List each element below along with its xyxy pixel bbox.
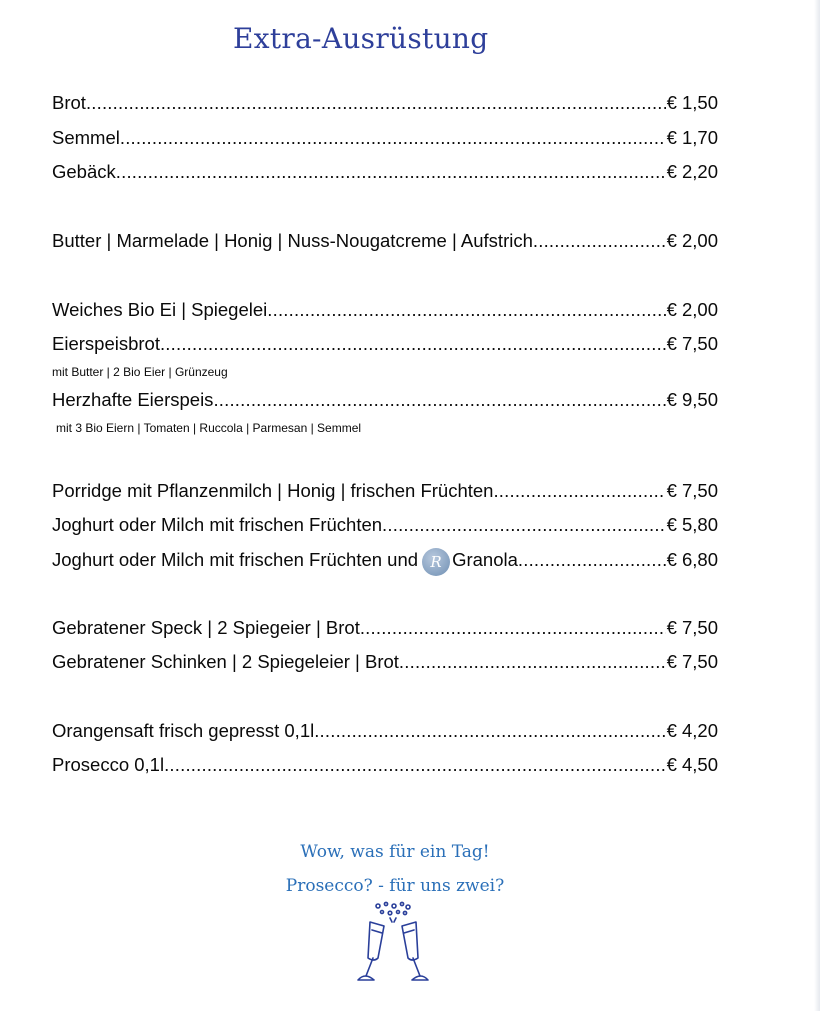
dot-leader [314,718,665,744]
item-price: € 1,50 [666,92,718,113]
item-price: € 2,00 [666,230,718,251]
item-name-part: Granola [452,549,518,570]
item-price: € 6,80 [666,549,718,570]
menu-item-speck [52,615,718,641]
item-price: € 7,50 [666,333,718,354]
menu-item-prosecco [52,752,718,778]
item-name: Semmel [52,127,120,148]
item-price: € 7,50 [666,617,718,638]
item-name: Butter | Marmelade | Honig | Nuss-Nougatcreme | Aufstrich [52,230,533,251]
dot-leader [360,615,666,641]
item-price: € 4,50 [666,754,718,775]
dot-leader [164,752,665,778]
item-name: Weiches Bio Ei | Spiegelei [52,299,268,320]
item-price: € 7,50 [666,651,718,672]
dot-leader [213,387,665,413]
slogan-line-1: Wow, was für ein Tag! [300,842,490,862]
menu-item-aufstrich [52,228,718,254]
dot-leader [116,159,666,185]
dot-leader [267,297,665,323]
item-price: € 7,50 [666,480,718,501]
item-note: mit Butter | 2 Bio Eier | Grünzeug [52,365,228,379]
item-name: Prosecco 0,1l [52,754,165,775]
item-name: Gebratener Schinken | 2 Spiegeleier | Brot [52,651,399,672]
slogan-line-2: Prosecco? - für uns zwei? [285,876,505,896]
menu-item-brot [52,90,718,116]
menu-item-eierspeisbrot [52,331,718,357]
item-name: Orangensaft frisch gepresst 0,1l [52,720,315,741]
item-name: Gebäck [52,161,116,182]
item-price: € 2,20 [666,161,718,182]
page-title: Extra-Ausrüstung [233,22,489,55]
item-price: € 4,20 [666,720,718,741]
dot-leader [493,478,665,504]
menu-item-bio-ei [52,297,718,323]
page-edge [814,0,820,1011]
item-name: Eierspeisbrot [52,333,160,354]
item-price: € 1,70 [666,127,718,148]
menu-item-joghurt [52,512,718,538]
item-price: € 2,00 [666,299,718,320]
dot-leader [120,125,666,151]
menu-item-gebaeck [52,159,718,185]
item-price: € 5,80 [666,514,718,535]
r-logo-icon: R [422,548,450,576]
champagne-glasses-icon [348,900,438,990]
menu-item-orangensaft [52,718,718,744]
item-name: Gebratener Speck | 2 Spiegeier | Brot [52,617,360,638]
dot-leader [399,649,666,675]
dot-leader [518,547,666,573]
item-name: Herzhafte Eierspeis [52,389,214,410]
item-name: Porridge mit Pflanzenmilch | Honig | frischen Früchten [52,480,494,501]
item-name: Joghurt oder Milch mit frischen Früchten [52,514,383,535]
menu-item-herzhafte-eierspeis [52,387,718,413]
item-note: mit 3 Bio Eiern | Tomaten | Ruccola | Parmesan | Semmel [56,421,362,435]
dot-leader [86,90,666,116]
menu-item-joghurt-granola [52,546,718,572]
dot-leader [160,331,666,357]
dot-leader [533,228,666,254]
dot-leader [382,512,666,538]
item-name-part: Joghurt oder Milch mit frischen Früchten und [52,549,419,570]
item-name: Brot [52,92,86,113]
menu-item-schinken [52,649,718,675]
item-price: € 9,50 [666,389,718,410]
menu-item-porridge [52,478,718,504]
menu-item-semmel [52,125,718,151]
item-name [52,546,518,574]
